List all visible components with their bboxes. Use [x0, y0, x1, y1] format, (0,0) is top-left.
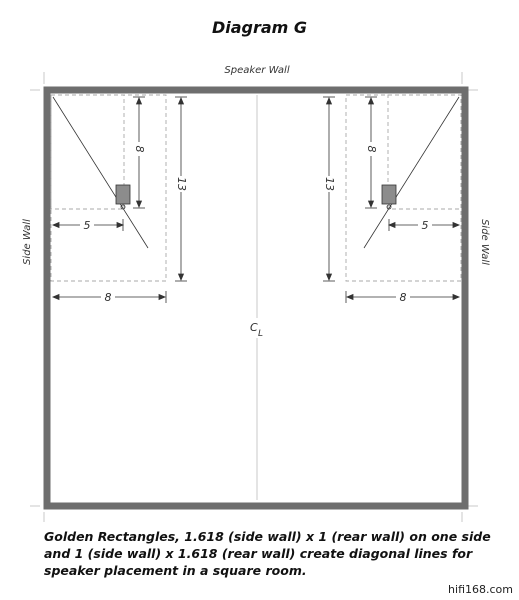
speakers — [116, 185, 396, 204]
speaker-left — [116, 185, 130, 204]
dimension-labels — [84, 146, 429, 305]
speaker-wall-label: Speaker Wall — [224, 65, 290, 76]
caption — [44, 528, 504, 579]
dim-left-5-horizontal: 5 — [83, 219, 91, 232]
dim-left-8-horizontal: 8 — [104, 291, 112, 304]
dim-left-8-vertical: 8 — [133, 145, 146, 153]
speaker-right — [382, 185, 396, 204]
centerline-label: C — [250, 321, 258, 334]
caption-line-2: and 1 (side wall) x 1.618 (rear wall) create diagonal lines for — [44, 546, 473, 561]
caption-line-3: speaker placement in a square room. — [44, 563, 307, 578]
diagram-title: Diagram G — [211, 18, 308, 37]
watermark: hifi168.com — [448, 583, 513, 596]
dim-right-5-horizontal: 5 — [421, 219, 429, 232]
dimension-label-bg — [80, 142, 432, 304]
dim-right-8-horizontal: 8 — [399, 291, 407, 304]
dim-right-13-vertical: 13 — [323, 177, 336, 191]
centerline-sub-label: L — [258, 329, 264, 339]
dim-left-13-vertical: 13 — [175, 177, 188, 191]
dim-right-8-vertical: 8 — [365, 145, 378, 153]
golden-rectangles — [51, 95, 461, 281]
side-wall-right-label: Side Wall — [479, 219, 490, 265]
dimension-lines — [53, 97, 459, 303]
caption-line-1: Golden Rectangles, 1.618 (side wall) x 1 (rear wall) on one side — [44, 529, 491, 544]
side-wall-left-label: Side Wall — [22, 219, 33, 265]
